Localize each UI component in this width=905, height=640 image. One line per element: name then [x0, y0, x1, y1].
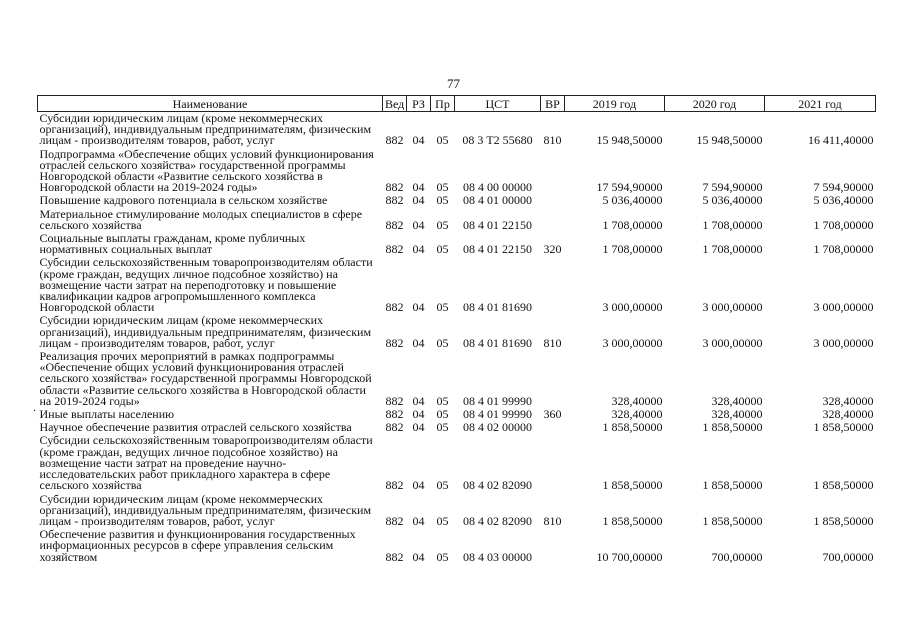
table-cell-ved: 882: [385, 393, 404, 408]
table-cell-rz: 04: [412, 478, 425, 493]
table-cell-2020: 1 708,00000: [702, 217, 763, 232]
table-cell-2019: 328,40000: [611, 407, 663, 422]
table-cell-cst: 08 4 00 00000: [463, 180, 532, 195]
table-cell-name: Субсидии юридическим лицам (кроме некоммерческих организаций), индивидуальным предпринимателям, физическим лицам - производителям товаров, работ, услуг: [39, 111, 372, 148]
table-cell-ved: 882: [385, 193, 404, 208]
table-cell-2021: 3 000,00000: [813, 335, 874, 350]
table-cell-2021: 16 411,40000: [807, 133, 874, 148]
table-cell-cst: 08 4 03 00000: [463, 549, 532, 564]
table-cell-2020: 1 708,00000: [702, 242, 763, 257]
table-cell-name: Повышение кадрового потенциала в сельском хозяйстве: [39, 193, 328, 208]
table-cell-ved: 882: [385, 300, 404, 315]
table-cell-2019: 3 000,00000: [602, 300, 663, 315]
header-pr: Пр: [431, 96, 455, 112]
table-cell-2019: 1 858,50000: [602, 478, 663, 493]
table-cell-2020: 15 948,50000: [696, 133, 763, 148]
table-cell-name: Субсидии сельскохозяйственным товаропроизводителям области (кроме граждан, ведущих личное подсобное хозяйство) на возмещение части затрат на проведение научно-исследовательских работ прикладного характера в сфере сельского хозяйства: [39, 433, 373, 493]
table-cell-rz: 04: [412, 513, 425, 528]
table-cell-2020: 1 858,50000: [702, 513, 763, 528]
table-cell-rz: 04: [412, 193, 425, 208]
table-cell-vr: [541, 350, 565, 408]
table-cell-rz: 04: [412, 242, 425, 257]
table-cell-vr: [541, 434, 565, 492]
table-cell-2020: 328,40000: [711, 407, 763, 422]
header-vr: ВР: [541, 96, 565, 112]
table-cell-name: Иные выплаты населению: [39, 407, 175, 422]
table-cell-cst: 08 4 02 82090: [463, 513, 532, 528]
table-cell-cst: 08 3 Т2 55680: [462, 133, 533, 148]
table-row: [38, 256, 876, 314]
table-row: [38, 194, 876, 207]
table-cell-rz: 04: [412, 180, 425, 195]
table-cell-2020: 3 000,00000: [702, 300, 763, 315]
table-cell-2019: 10 700,00000: [596, 549, 663, 564]
table-cell-rz: 04: [412, 549, 425, 564]
table-header-row: [38, 96, 876, 112]
table-row: [38, 434, 876, 492]
table-cell-pr: 05: [436, 549, 449, 564]
table-cell-ved: 882: [385, 217, 404, 232]
table-cell-2020: 3 000,00000: [702, 335, 763, 350]
table-cell-cst: 08 4 01 22150: [463, 242, 532, 257]
table-cell-cst: 08 4 01 81690: [463, 300, 532, 315]
table-cell-2021: 1 858,50000: [813, 420, 874, 435]
table-cell-2020: 7 594,90000: [702, 180, 763, 195]
table-cell-2019: 1 708,00000: [602, 217, 663, 232]
table-cell-2019: 17 594,90000: [596, 180, 663, 195]
table-cell-name: Научное обеспечение развития отраслей сельского хозяйства: [39, 420, 352, 435]
table-cell-pr: 05: [436, 300, 449, 315]
table-row: [38, 148, 876, 195]
table-cell-ved: 882: [385, 242, 404, 257]
table-cell-pr: 05: [436, 217, 449, 232]
table-row: [38, 112, 876, 148]
table-cell-2021: 700,00000: [822, 549, 874, 564]
header-2019: 2019 год: [565, 96, 665, 112]
table-cell-name: Подпрограмма «Обеспечение общих условий функционирования отраслей сельского хозяйства» государственной программы Новгородской области «Развитие сельского хозяйства в Новгородской области на 2019-2024 годы»: [39, 146, 374, 195]
table-cell-2020: 328,40000: [711, 393, 763, 408]
table-cell-vr: [541, 256, 565, 314]
table-cell-cst: 08 4 01 99990: [463, 407, 532, 422]
header-2021: 2021 год: [765, 96, 876, 112]
table-row: [38, 350, 876, 408]
table-cell-2021: 7 594,90000: [813, 180, 874, 195]
table-cell-vr: [541, 194, 565, 207]
table-cell-2019: 328,40000: [611, 393, 663, 408]
table-cell-vr: [541, 208, 565, 232]
table-cell-2019: 1 708,00000: [602, 242, 663, 257]
table-cell-cst: 08 4 01 22150: [463, 217, 532, 232]
table-cell-2020: 1 858,50000: [702, 420, 763, 435]
header-rz: РЗ: [407, 96, 431, 112]
table-cell-2019: 5 036,40000: [602, 193, 663, 208]
table-cell-2021: 3 000,00000: [813, 300, 874, 315]
table-cell-rz: 04: [412, 335, 425, 350]
table-cell-ved: 882: [385, 407, 404, 422]
table-cell-name: Реализация прочих мероприятий в рамках подпрограммы «Обеспечение общих условий функционирования отраслей сельского хозяйства» государственной программы Новгородской области «Развитие сельского хозяйства в Новгородской области на 2019-2024 годы»: [39, 349, 372, 408]
table-cell-vr: [541, 421, 565, 434]
table-row: [38, 232, 876, 256]
table-cell-pr: 05: [436, 420, 449, 435]
header-name: Наименование: [38, 96, 383, 112]
table-cell-cst: 08 4 01 00000: [463, 193, 532, 208]
table-cell-pr: 05: [436, 193, 449, 208]
table-cell-cst: 08 4 01 81690: [463, 335, 532, 350]
table-cell-pr: 05: [436, 513, 449, 528]
table-cell-rz: 04: [412, 393, 425, 408]
table-cell-2019: 3 000,00000: [602, 335, 663, 350]
table-cell-cst: 08 4 02 00000: [463, 420, 532, 435]
table-cell-rz: 04: [412, 300, 425, 315]
table-cell-pr: 05: [436, 242, 449, 257]
header-2020: 2020 год: [665, 96, 765, 112]
table-row: [38, 208, 876, 232]
table-cell-vr: 810: [543, 513, 562, 528]
table-cell-rz: 04: [412, 133, 425, 148]
table-cell-pr: 05: [436, 478, 449, 493]
table-cell-pr: 05: [436, 393, 449, 408]
table-cell-2020: 700,00000: [711, 549, 763, 564]
table-cell-2021: 328,40000: [822, 407, 874, 422]
table-cell-vr: 360: [543, 407, 562, 422]
table-cell-2021: 1 858,50000: [813, 478, 874, 493]
table-cell-2020: 5 036,40000: [702, 193, 763, 208]
page-number: 77: [447, 76, 460, 91]
table-cell-rz: 04: [412, 407, 425, 422]
table-cell-2019: 1 858,50000: [602, 513, 663, 528]
table-cell-2020: 1 858,50000: [702, 478, 763, 493]
table-cell-name: Социальные выплаты гражданам, кроме публичных нормативных социальных выплат: [39, 231, 306, 257]
table-cell-ved: 882: [385, 335, 404, 350]
table-cell-pr: 05: [436, 133, 449, 148]
table-cell-2021: 328,40000: [822, 393, 874, 408]
table-cell-vr: 810: [543, 133, 562, 148]
table-cell-ved: 882: [385, 420, 404, 435]
table-cell-2019: 1 858,50000: [602, 420, 663, 435]
table-cell-rz: 04: [412, 420, 425, 435]
header-ved: Вед: [383, 96, 407, 112]
table-cell-2021: 5 036,40000: [813, 193, 874, 208]
table-cell-name: Обеспечение развития и функционирования государственных информационных ресурсов в сфере управления сельским хозяйством: [39, 527, 356, 564]
table-cell-vr: [541, 528, 565, 564]
table-cell-2021: 1 708,00000: [813, 242, 874, 257]
table-cell-name: Субсидии сельскохозяйственным товаропроизводителям области (кроме граждан, ведущих личное подсобное хозяйство) на возмещение части затрат на переподготовку и повышение квалификации кадров агропромышленного комплекса Новгородской области: [39, 255, 373, 315]
table-cell-vr: 810: [543, 335, 562, 350]
table-cell-2021: 1 858,50000: [813, 513, 874, 528]
table-cell-2019: 15 948,50000: [596, 133, 663, 148]
table-cell-pr: 05: [436, 180, 449, 195]
table-cell-ved: 882: [385, 133, 404, 148]
table-cell-ved: 882: [385, 478, 404, 493]
table-row: [38, 314, 876, 350]
header-cst: ЦСТ: [455, 96, 541, 112]
table-cell-ved: 882: [385, 513, 404, 528]
table-cell-vr: 320: [543, 242, 562, 257]
table-cell-cst: 08 4 02 82090: [463, 478, 532, 493]
table-row: [38, 493, 876, 529]
table-cell-name: Субсидии юридическим лицам (кроме некоммерческих организаций), индивидуальным предпринимателям, физическим лицам - производителям товаров, работ, услуг: [39, 491, 372, 528]
table-cell-name: Материальное стимулирование молодых специалистов в сфере сельского хозяйства: [39, 206, 363, 232]
table-cell-2021: 1 708,00000: [813, 217, 874, 232]
budget-table: [37, 95, 876, 564]
table-cell-vr: [541, 148, 565, 195]
table-cell-name: Субсидии юридическим лицам (кроме некоммерческих организаций), индивидуальным предпринимателям, физическим лицам - производителям товаров, работ, услуг: [39, 313, 372, 350]
table-row: [38, 528, 876, 564]
table-cell-rz: 04: [412, 217, 425, 232]
table-cell-cst: 08 4 01 99990: [463, 393, 532, 408]
table-cell-pr: 05: [436, 335, 449, 350]
table-cell-pr: 05: [436, 407, 449, 422]
table-cell-ved: 882: [385, 180, 404, 195]
table-cell-ved: 882: [385, 549, 404, 564]
stray-mark: .: [33, 400, 36, 414]
